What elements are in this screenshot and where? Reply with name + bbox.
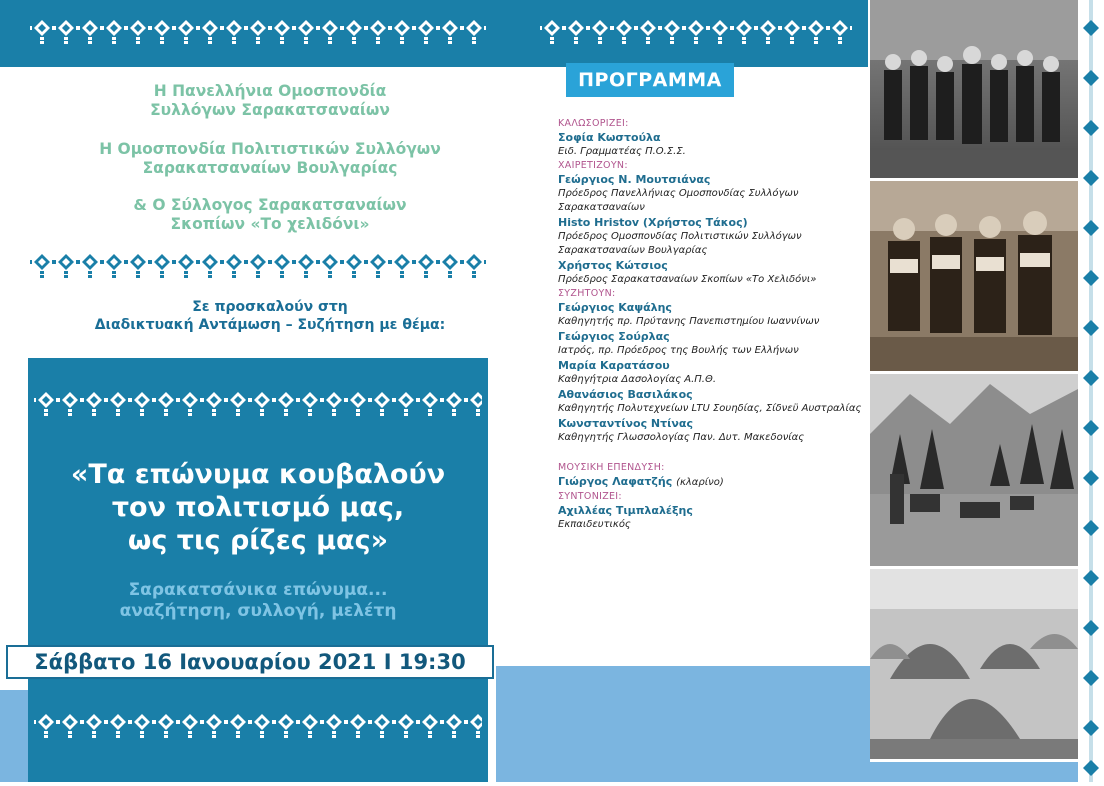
person-desc: Πρόεδρος Ομοσπονδίας Πολιτιστικών Συλλόγων: [558, 231, 802, 242]
person-desc: Πρόεδρος Σαρακατσαναίων Σκοπίων «Το Χελιδόνι»: [558, 274, 817, 285]
section-music-label: ΜΟΥΣΙΚΗ ΕΠΕΝΔΥΣΗ:: [558, 462, 665, 473]
section-greetings-label: ΧΑΙΡΕΤΙΖΟΥΝ:: [558, 160, 628, 171]
photo-huts-image: [870, 569, 1078, 759]
organizer-3-line-2: Σκοπίων «Το χελιδόνι»: [170, 215, 370, 233]
person-desc: Καθηγητής Πολυτεχνείων LTU Σουηδίας, Σίδνεϋ Αυστραλίας: [558, 403, 862, 414]
event-date: Σάββατο 16 Ιανουαρίου 2021 Ι 19:30: [6, 645, 494, 679]
person-desc: Πρόεδρος Πανελλήνιας Ομοσπονδίας Συλλόγων: [558, 188, 799, 199]
photo-mountain-camp-image: [870, 374, 1078, 566]
person-desc: Καθηγητής πρ. Πρύτανης Πανεπιστημίου Ιωαννίνων: [558, 316, 820, 327]
organizer-3: [60, 196, 480, 234]
person-name: Γεώργιος Καψάλης: [558, 301, 672, 314]
person-name: Σοφία Κωστούλα: [558, 131, 661, 144]
event-title-line-1: «Τα επώνυμα κουβαλούν: [70, 459, 446, 490]
event-subtitle-line-1: Σαρακατσάνικα επώνυμα...: [128, 580, 388, 600]
person-desc: Καθηγητής Γλωσσολογίας Παν. Δυτ. Μακεδονίας: [558, 432, 805, 443]
program-list: [558, 117, 878, 532]
photo-mountain-camp: [870, 374, 1078, 569]
person-desc: Καθηγήτρια Δασολογίας Α.Π.Θ.: [558, 374, 717, 385]
person-desc: Ειδ. Γραμματέας Π.Ο.Σ.Σ.: [558, 146, 686, 157]
box-bottom-pattern: [34, 712, 482, 742]
event-title-line-3: ως τις ρίζες μας»: [127, 525, 389, 556]
person-desc: Ιατρός, πρ. Πρόεδρος της Βουλής των Ελλήνων: [558, 345, 799, 356]
organizer-3-line-1: & Ο Σύλλογος Σαρακατσαναίων: [133, 196, 407, 214]
event-title-line-2: τον πολιτισμό μας,: [111, 492, 405, 523]
person-desc: Σαρακατσαναίων: [558, 202, 645, 213]
program-heading: ΠΡΟΓΡΑΜΜΑ: [566, 63, 734, 97]
event-subtitle: [28, 580, 488, 622]
box-top-pattern: [34, 390, 482, 420]
person-name: Μαρία Καρατάσου: [558, 359, 670, 372]
event-title: [28, 458, 488, 557]
section-discuss-label: ΣΥΖΗΤΟΥΝ:: [558, 288, 616, 299]
person-desc: Εκπαιδευτικός: [558, 519, 631, 530]
photo-children-reading: [870, 181, 1078, 374]
top-pattern-left: [30, 18, 486, 48]
photo-children-reading-image: [870, 181, 1078, 371]
invite-text: [30, 298, 510, 334]
photo-huts: [870, 569, 1078, 762]
organizer-1-line-1: Η Πανελλήνια Ομοσπονδία: [153, 82, 387, 100]
section-moderator-label: ΣΥΝΤΟΝΙΖΕΙ:: [558, 491, 622, 502]
person-name-row: [558, 474, 878, 490]
person-instrument: (κλαρίνο): [676, 477, 724, 488]
person-name: Αθανάσιος Βασιλάκος: [558, 388, 693, 401]
photo-children-costume: [870, 0, 1078, 181]
top-pattern-right: [540, 18, 852, 48]
person-name: Αχιλλέας Τιμπλαλέξης: [558, 504, 693, 517]
photo-children-costume-image: [870, 0, 1078, 178]
spacer: [558, 445, 878, 461]
organizer-2-line-1: Η Ομοσπονδία Πολιτιστικών Συλλόγων: [99, 140, 441, 158]
section-welcome-label: ΚΑΛΩΣΟΡΙΖΕΙ:: [558, 118, 629, 129]
person-name: Κωνσταντίνος Ντίνας: [558, 417, 694, 430]
person-name: Χρήστος Κώτσιος: [558, 259, 668, 272]
side-stripe: [1078, 0, 1104, 782]
bottom-band-left: [0, 690, 28, 782]
person-name: Γιώργος Λαφατζής: [558, 475, 673, 488]
divider-pattern: [30, 252, 486, 282]
person-desc: Σαρακατσαναίων Βουλγαρίας: [558, 245, 708, 256]
organizer-1-line-2: Συλλόγων Σαρακατσαναίων: [150, 101, 390, 119]
person-name: Γεώργιος Ν. Μουτσιάνας: [558, 173, 711, 186]
side-stripe-pattern: [1078, 0, 1104, 782]
invite-line-2: Διαδικτυακή Αντάμωση – Συζήτηση με θέμα:: [94, 317, 446, 333]
organizer-2: [60, 140, 480, 178]
organizer-1: [60, 82, 480, 120]
invite-line-1: Σε προσκαλούν στη: [192, 299, 348, 315]
person-name: Histo Hristov (Χρήστος Τάκος): [558, 216, 748, 229]
person-name: Γεώργιος Σούρλας: [558, 330, 670, 343]
organizer-2-line-2: Σαρακατσαναίων Βουλγαρίας: [142, 159, 398, 177]
event-subtitle-line-2: αναζήτηση, συλλογή, μελέτη: [119, 601, 397, 621]
